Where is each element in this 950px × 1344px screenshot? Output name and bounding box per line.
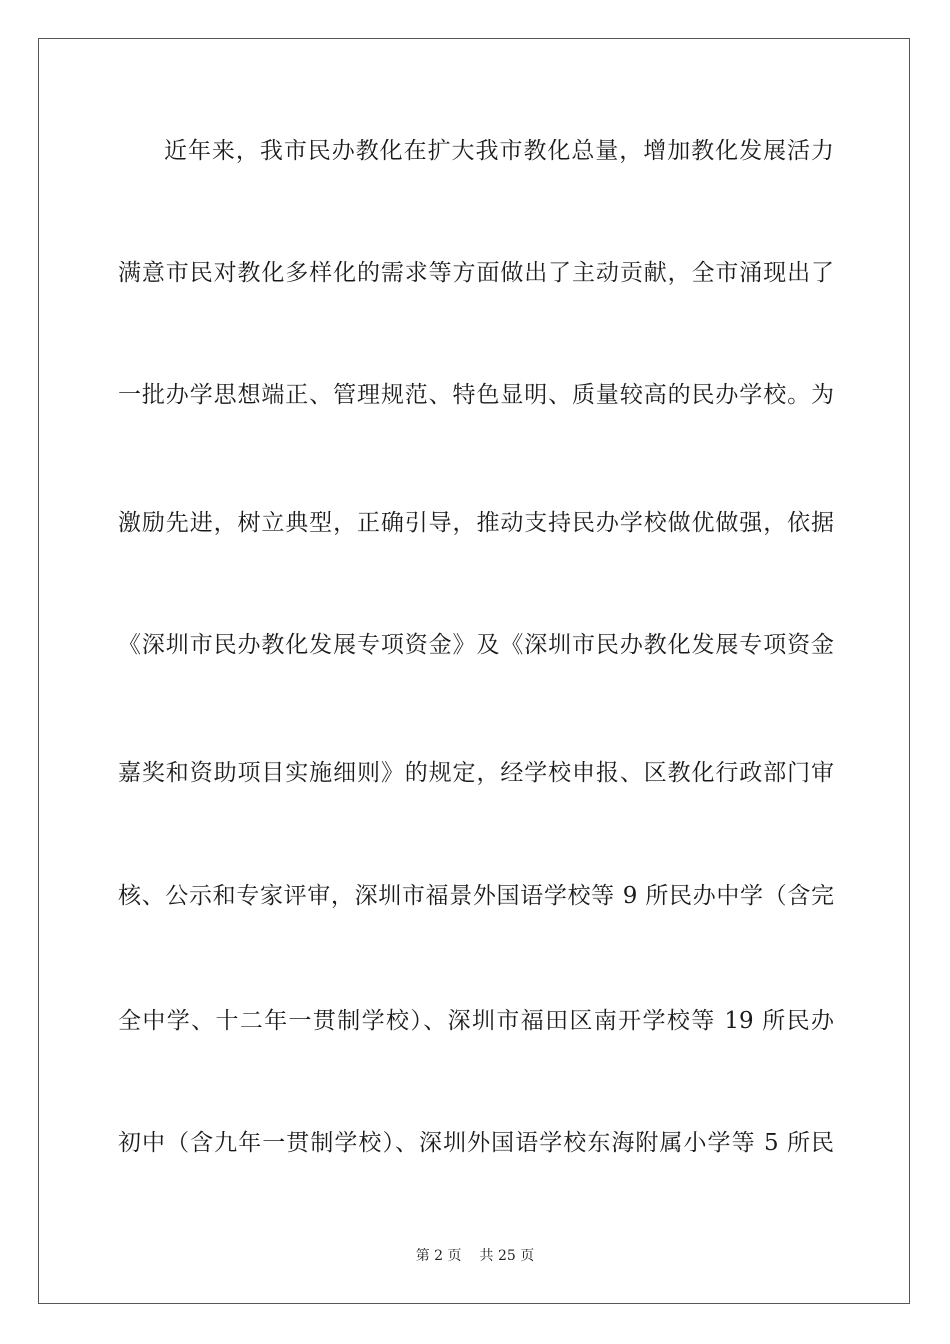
paragraph-line: 初中（含九年一贯制学校）、深圳外国语学校东海附属小学等 5 所民 (118, 1130, 834, 1156)
paragraph-line: 一批办学思想端正、管理规范、特色显明、质量较高的民办学校。为 (118, 382, 834, 408)
page-number: 第 2 页 (415, 1248, 462, 1264)
paragraph-line: 全中学、十二年一贯制学校）、深圳市福田区南开学校等 19 所民办 (118, 1008, 834, 1034)
paragraph-line: 《深圳市民办教化发展专项资金》及《深圳市民办教化发展专项资金 (118, 632, 834, 658)
paragraph-line: 激励先进，树立典型，正确引导，推动支持民办学校做优做强，依据 (118, 510, 834, 536)
page-border (38, 38, 910, 1304)
paragraph-line: 核、公示和专家评审，深圳市福景外国语学校等 9 所民办中学（含完 (118, 883, 834, 909)
paragraph-line: 嘉奖和资助项目实施细则》的规定，经学校申报、区教化行政部门审 (118, 760, 834, 786)
page-total: 共 25 页 (479, 1248, 535, 1264)
paragraph-line: 近年来，我市民办教化在扩大我市教化总量，增加教化发展活力 (164, 138, 834, 164)
paragraph-line: 满意市民对教化多样化的需求等方面做出了主动贡献，全市涌现出了 (118, 260, 834, 286)
page-footer (0, 1246, 950, 1266)
